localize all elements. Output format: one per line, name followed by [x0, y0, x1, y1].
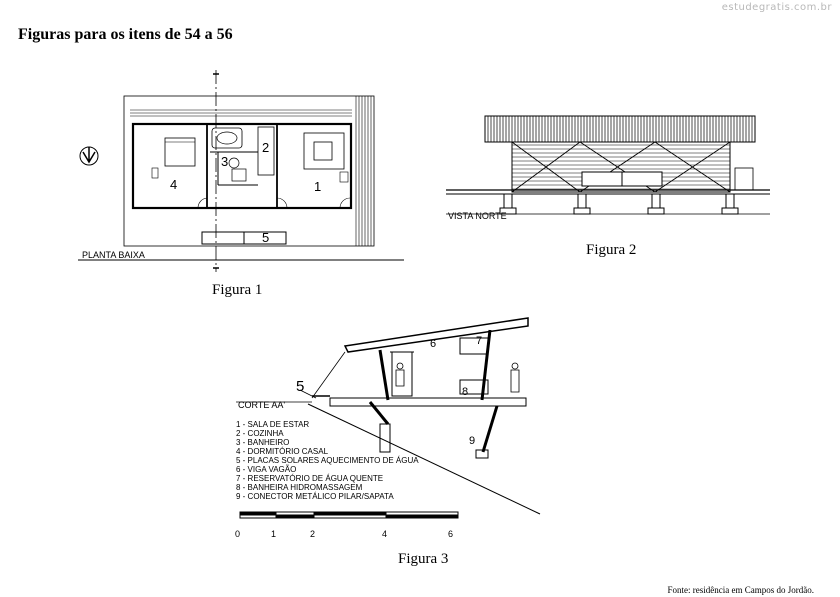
- callout-6: 6: [430, 338, 437, 350]
- scale-label: 1: [271, 529, 277, 539]
- scale-label: 0: [235, 529, 241, 539]
- callout-5: 5: [296, 378, 305, 395]
- watermark: estudegratis.com.br: [721, 2, 832, 13]
- legend-item: 4 - DORMITÓRIO CASAL: [236, 447, 329, 456]
- elevation-label: VISTA NORTE: [448, 211, 507, 221]
- room-number-2: 2: [262, 140, 270, 155]
- plan-label: PLANTA BAIXA: [82, 250, 145, 260]
- scale-label: 6: [448, 529, 454, 539]
- legend-item: 2 - COZINHA: [236, 429, 284, 438]
- callout-9: 9: [469, 435, 476, 447]
- section-label: CORTE AA': [238, 400, 286, 410]
- callout-7: 7: [476, 335, 483, 347]
- legend-item: 7 - RESERVATÓRIO DE ÁGUA QUENTE: [236, 474, 384, 483]
- figure-1-caption: Figura 1: [212, 282, 263, 298]
- scale-label: 2: [310, 529, 316, 539]
- room-number-4: 4: [170, 177, 178, 192]
- room-number-1: 1: [314, 179, 322, 194]
- section-legend: [236, 420, 419, 501]
- legend-item: 3 - BANHEIRO: [236, 438, 290, 447]
- callout-8: 8: [462, 386, 469, 398]
- legend-item: 6 - VIGA VAGÃO: [236, 465, 297, 474]
- legend-item: 1 - SALA DE ESTAR: [236, 420, 310, 429]
- scale-label: 4: [382, 529, 388, 539]
- figure-3-caption: Figura 3: [398, 551, 449, 567]
- source-note: Fonte: residência em Campos do Jordão.: [667, 585, 814, 595]
- room-number-3: 3: [221, 154, 229, 169]
- legend-item: 9 - CONECTOR METÁLICO PILAR/SAPATA: [236, 492, 394, 501]
- page-heading: Figuras para os itens de 54 a 56: [18, 26, 233, 43]
- figure-2-caption: Figura 2: [586, 242, 637, 258]
- legend-item: 5 - PLACAS SOLARES AQUECIMENTO DE ÁGUA: [236, 456, 419, 465]
- room-number-5: 5: [262, 230, 270, 245]
- legend-item: 8 - BANHEIRA HIDROMASSAGEM: [236, 483, 363, 492]
